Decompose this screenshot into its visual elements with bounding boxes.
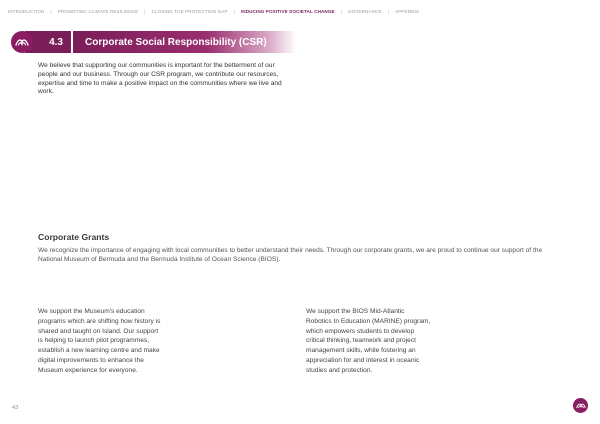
section-title: Corporate Social Responsibility (CSR) [73,31,296,53]
grants-heading: Corporate Grants [38,232,110,242]
section-number: 4.3 [25,31,71,53]
wave-logo-icon [11,31,33,53]
museum-support-paragraph: We support the Museum's education programs which are shifting how history is shared and taught on Island. Our support is helping to launch pilot programmes, establish a new learning centre and make digital improvements to enhance the Museum experience for everyone. [38,308,161,374]
nav-item-appendix[interactable]: APPENDIX [394,8,419,14]
bios-support-paragraph: We support the BIOS Mid-Atlantic Robotics In Education (MARINE) program, which empowers students to develop critical thinking, teamwork and project management skills, while fostering an appreciation for and interest in oceanic studies and protection. [306,308,431,374]
wave-logo-icon[interactable] [573,398,588,413]
nav-item-promoting-climate-resilience[interactable]: PROMOTING CLIMATE RESILIENCE [57,8,139,14]
nav-separator: | [387,8,389,14]
nav-separator: | [50,8,52,14]
intro-paragraph: We believe that supporting our communities is important for the betterment of our people and our business. Through our CSR program, we contribute our resources, expertise and time to make a positive impact on the communities where we live and work. [38,62,282,96]
page-number: 43 [12,405,19,411]
nav-item-governance[interactable]: GOVERNANCE [347,8,382,14]
nav-item-introduction[interactable]: INTRODUCTION [8,8,45,14]
nav-item-closing-protection-gap[interactable]: CLOSING THE PROTECTION GAP [151,8,228,14]
top-navigation [8,6,592,16]
nav-item-inducing-positive-societal-change[interactable]: INDUCING POSITIVE SOCIETAL CHANGE [240,8,335,14]
section-header [11,31,296,53]
grants-paragraph: We recognize the importance of engaging with local communities to better understand their needs. Through our corporate grants, we are proud to continue our support of the National Museum of Bermuda and the Bermuda Institute of Ocean Science (BIOS). [38,247,543,264]
nav-separator: | [144,8,146,14]
nav-separator: | [233,8,235,14]
nav-separator: | [340,8,342,14]
